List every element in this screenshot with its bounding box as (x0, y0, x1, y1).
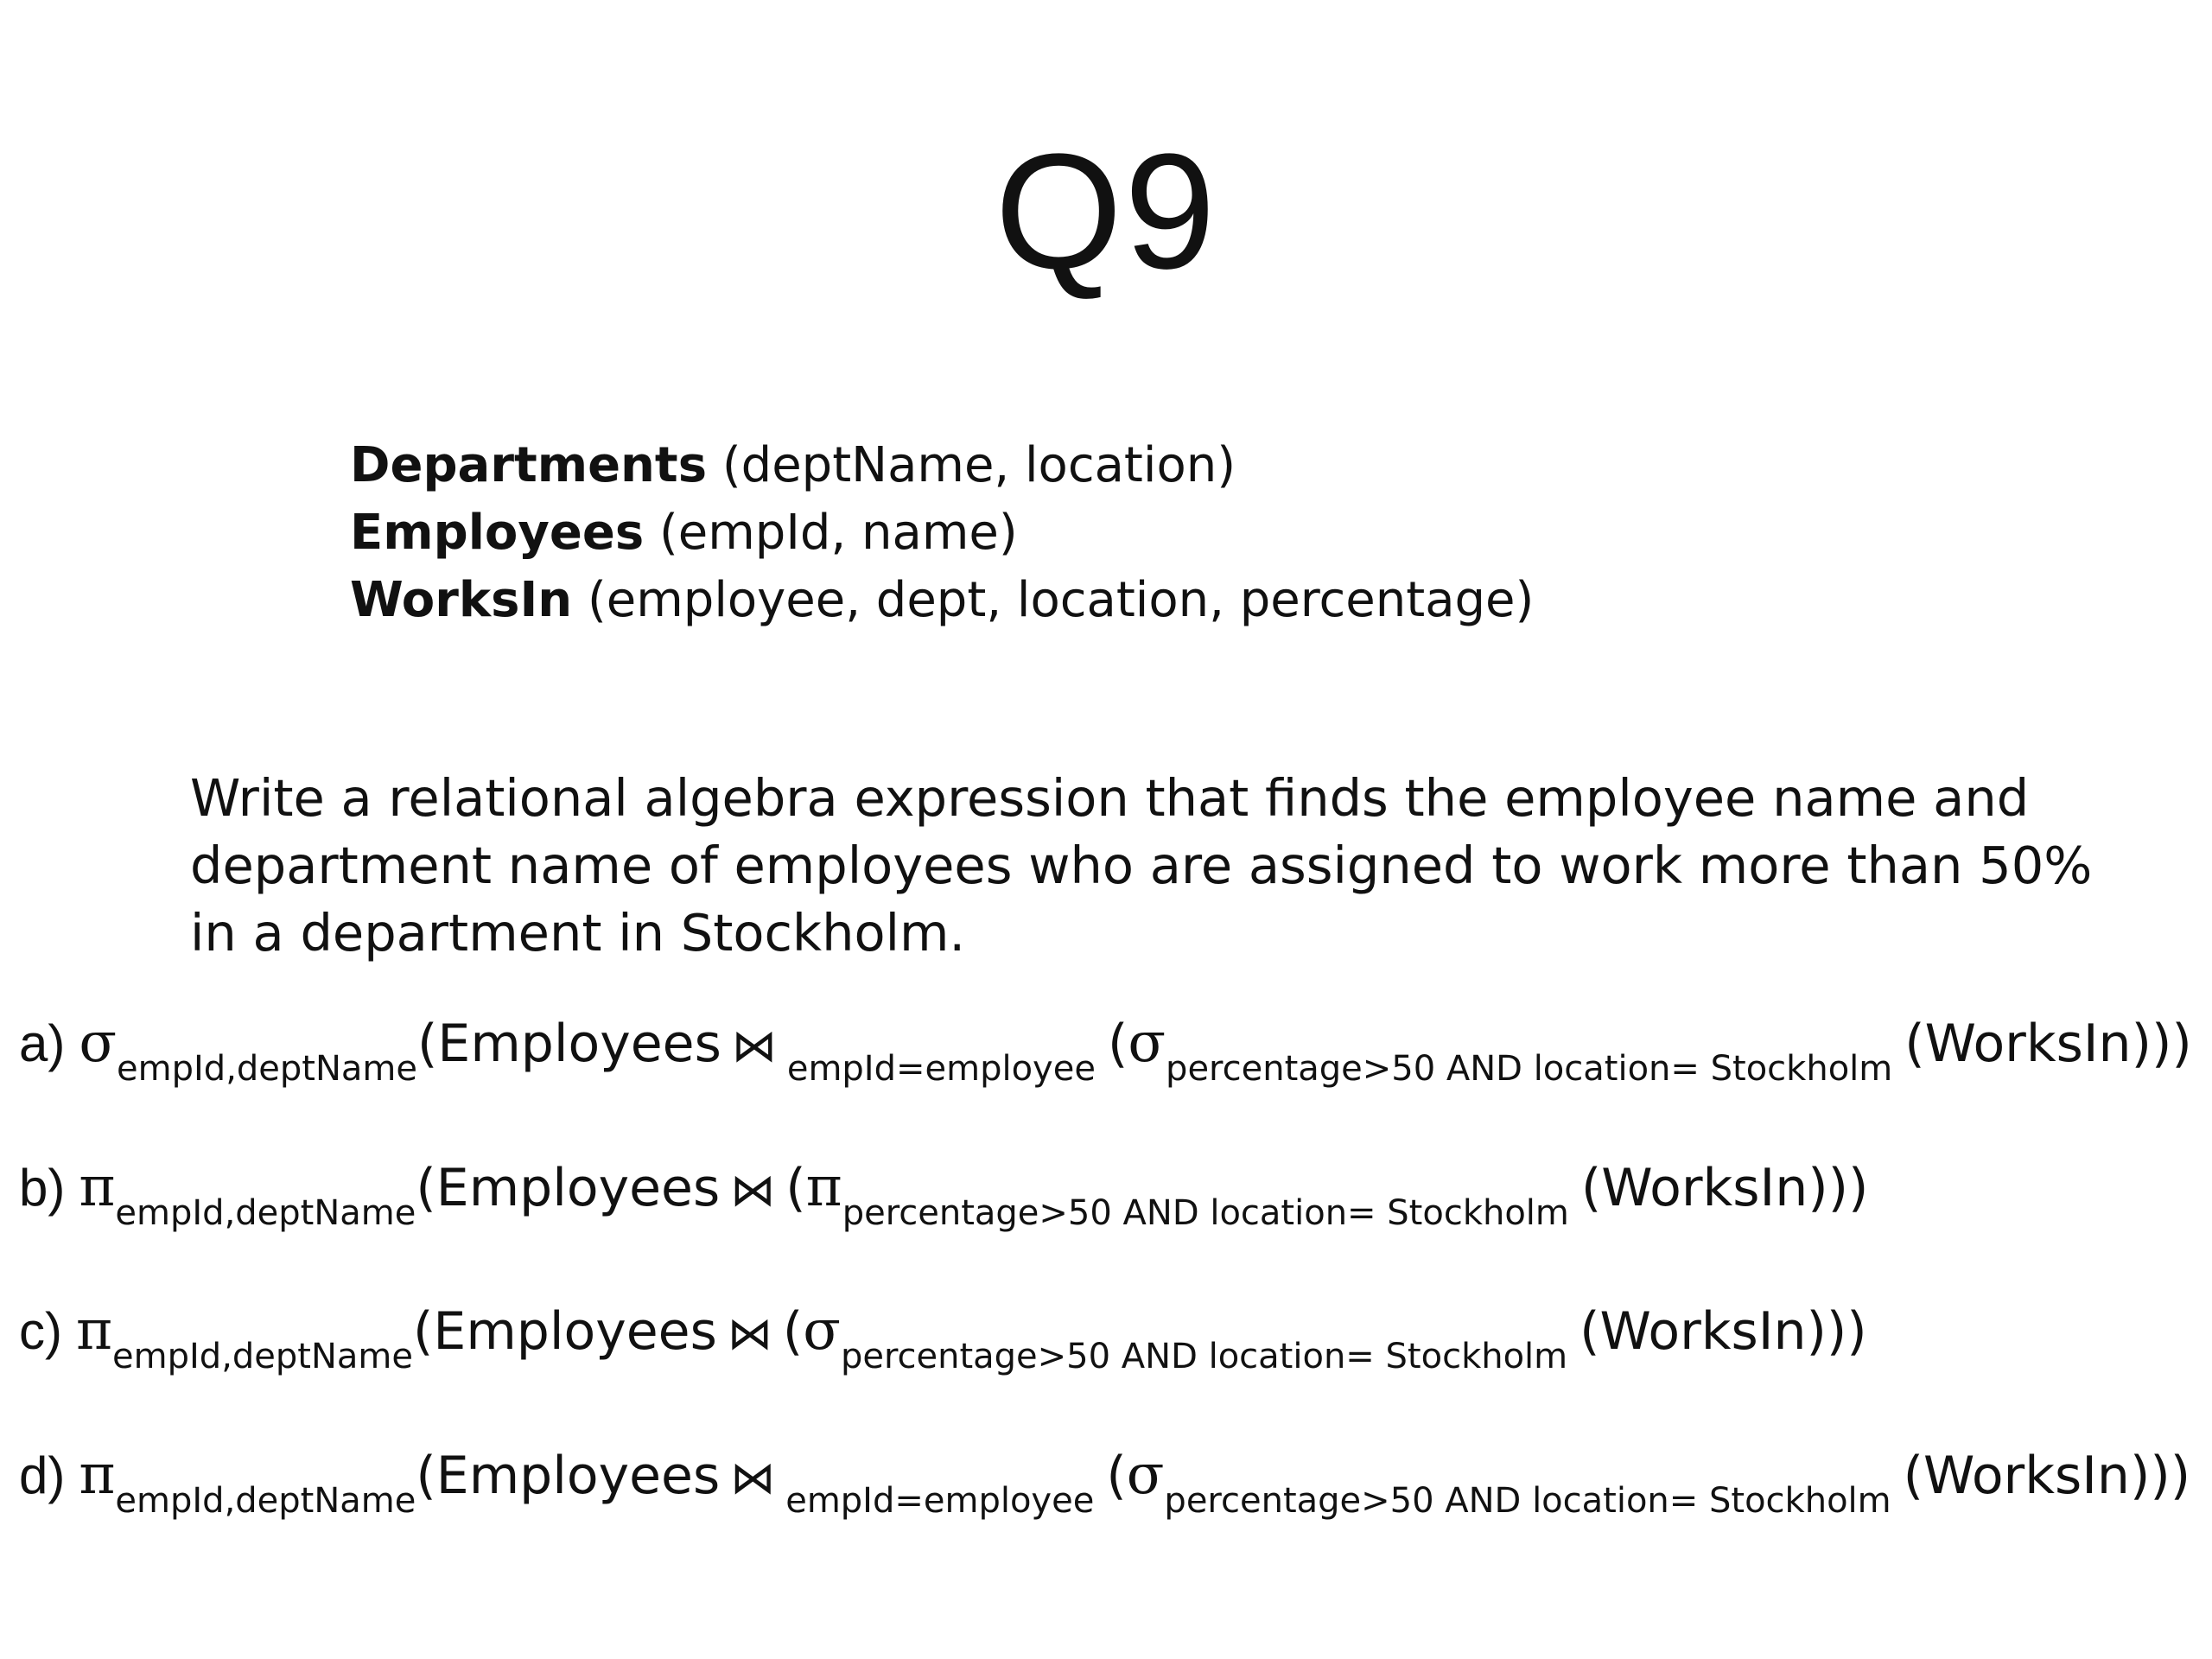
option-letter: b) (19, 1159, 66, 1217)
outer-operator: π (79, 1155, 116, 1219)
inner-subscript: percentage>50 AND location= Stockholm (1164, 1481, 1891, 1521)
outer-operator: π (75, 1299, 113, 1363)
outer-subscript: empId,deptName (112, 1337, 413, 1376)
inner-operator: π (805, 1155, 842, 1219)
option-letter: c) (19, 1302, 62, 1360)
inner-operator: σ (1128, 1011, 1166, 1075)
expression-tail: (WorksIn))) (1580, 1301, 1867, 1362)
relation-open: (Employees (416, 1158, 721, 1218)
inner-open: ( (1107, 1014, 1128, 1074)
join-symbol: ⋈ (730, 1452, 776, 1504)
outer-subscript: empId,deptName (115, 1193, 416, 1233)
relation-name: Departments (350, 437, 708, 493)
answer-option-a[interactable] (19, 1011, 2192, 1115)
relation-name: WorksIn (350, 572, 573, 628)
option-letter: a) (19, 1014, 66, 1072)
relation-name: Employees (350, 505, 645, 561)
answer-option-c[interactable] (19, 1299, 1867, 1402)
inner-open: ( (785, 1158, 806, 1218)
outer-operator: π (79, 1443, 116, 1507)
answer-option-d[interactable] (19, 1443, 2190, 1547)
expression-tail: (WorksIn))) (1580, 1158, 1869, 1218)
inner-open: ( (782, 1301, 804, 1362)
join-symbol: ⋈ (727, 1308, 772, 1360)
schema-row-employees (350, 499, 1534, 567)
schema-row-departments (350, 432, 1534, 499)
inner-operator: σ (1126, 1443, 1165, 1507)
relation-attributes: (deptName, location) (707, 437, 1236, 493)
inner-operator: σ (803, 1299, 841, 1363)
inner-subscript: percentage>50 AND location= Stockholm (842, 1193, 1569, 1233)
relation-open: (Employees (417, 1014, 721, 1074)
join-symbol: ⋈ (730, 1165, 776, 1217)
option-letter: d) (19, 1446, 66, 1504)
expression-tail: (WorksIn))) (1904, 1014, 2192, 1074)
relation-open: (Employees (413, 1301, 717, 1362)
slide-title: Q9 (995, 120, 1217, 303)
relation-attributes: (employee, dept, location, percentage) (572, 572, 1535, 628)
schema-list (350, 432, 1534, 634)
join-condition: empId=employee (785, 1481, 1095, 1521)
relation-open: (Employees (416, 1446, 721, 1506)
outer-operator: σ (79, 1011, 118, 1075)
join-condition: empId=employee (786, 1049, 1096, 1089)
question-text: Write a relational algebra expression that finds the employee name and department name of employees who are assigned to work more than 50% in a department in Stockholm. (190, 768, 2093, 963)
schema-row-worksin (350, 567, 1534, 634)
join-symbol: ⋈ (731, 1020, 777, 1072)
expression-tail: (WorksIn))) (1903, 1446, 2191, 1506)
inner-subscript: percentage>50 AND location= Stockholm (840, 1337, 1568, 1376)
relation-attributes: (empId, name) (644, 505, 1018, 561)
outer-subscript: empId,deptName (117, 1049, 417, 1089)
inner-subscript: percentage>50 AND location= Stockholm (1166, 1049, 1893, 1089)
outer-subscript: empId,deptName (115, 1481, 416, 1521)
answer-option-b[interactable] (19, 1155, 1868, 1259)
inner-open: ( (1106, 1446, 1127, 1506)
